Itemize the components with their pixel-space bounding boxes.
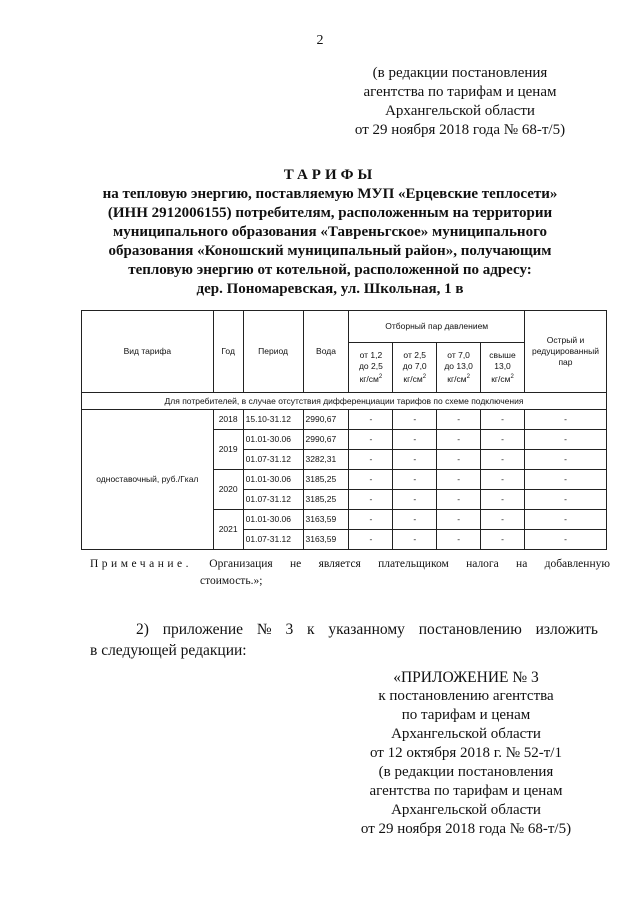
item2-word: приложение	[162, 621, 244, 638]
document-title	[80, 166, 580, 299]
header-steam-col-2: от 2,5 до 7,0 $кг/см^2$	[393, 343, 437, 393]
dash-cell: -	[393, 510, 437, 530]
water-cell: 2990,67	[303, 410, 349, 430]
dash-cell: -	[524, 410, 606, 430]
dash-cell: -	[349, 530, 393, 550]
redaction-note	[310, 64, 610, 140]
title-line: муниципального образования «Тавреньгское» муниципального	[112, 224, 548, 240]
header-period: Период	[243, 311, 303, 393]
dash-cell: -	[481, 510, 525, 530]
header-steam-col-1: от 1,2 до 2,5 $кг/см^2$	[349, 343, 393, 393]
title-line: образования «Коношский муниципальный район», получающим	[108, 243, 552, 259]
water-cell: 3163,59	[303, 510, 349, 530]
note-word: не	[290, 558, 302, 570]
appendix-heading-block	[336, 668, 596, 839]
header-sharp-steam: Острый и редуцированный пар	[524, 311, 606, 393]
dash-cell: -	[437, 530, 481, 550]
dash-cell: -	[393, 450, 437, 470]
redaction-line: Архангельской области	[385, 103, 535, 119]
item-2-paragraph	[90, 619, 598, 661]
note-label: Примечание.	[90, 558, 192, 570]
dash-cell: -	[481, 530, 525, 550]
header-water: Вода	[303, 311, 349, 393]
appendix-line: от 12 октября 2018 г. № 52-т/1	[370, 745, 562, 761]
redaction-line: агентства по тарифам и ценам	[363, 84, 557, 100]
dash-cell: -	[524, 450, 606, 470]
appendix-line: агентства по тарифам и ценам	[369, 783, 563, 799]
title-line: дер. Пономаревская, ул. Школьная, 1 в	[196, 281, 464, 297]
appendix-line: от 29 ноября 2018 года № 68-т/5)	[360, 821, 572, 837]
note-word: является	[318, 558, 361, 570]
page-number: 2	[316, 33, 324, 48]
item2-word: 3	[285, 621, 294, 638]
year-cell: 2021	[213, 510, 243, 550]
water-cell: 3282,31	[303, 450, 349, 470]
dash-cell: -	[437, 470, 481, 490]
appendix-title: «ПРИЛОЖЕНИЕ № 3	[393, 669, 539, 686]
dash-cell: -	[524, 430, 606, 450]
period-cell: 01.01-30.06	[243, 470, 303, 490]
group-label: Для потребителей, в случае отсутствия дифференциации тарифов по схеме подключения	[82, 393, 607, 410]
dash-cell: -	[393, 530, 437, 550]
item2-word: к	[307, 621, 315, 638]
redaction-line: от 29 ноября 2018 года № 68-т/5)	[354, 122, 566, 138]
appendix-line: по тарифам и ценам	[401, 707, 531, 723]
header-year: Год	[213, 311, 243, 393]
dash-cell: -	[349, 510, 393, 530]
period-cell: 01.07-31.12	[243, 450, 303, 470]
item2-line-2: в следующей редакции:	[90, 642, 247, 659]
appendix-line: Архангельской области	[391, 802, 541, 818]
water-cell: 2990,67	[303, 430, 349, 450]
note-word: на	[516, 558, 528, 570]
dash-cell: -	[481, 450, 525, 470]
title-heading: ТАРИФЫ	[283, 167, 377, 183]
table-row	[82, 410, 607, 430]
item2-word: №	[256, 621, 272, 638]
water-cell: 3163,59	[303, 530, 349, 550]
water-cell: 3185,25	[303, 470, 349, 490]
header-tariff-type: Вид тарифа	[82, 311, 214, 393]
dash-cell: -	[437, 430, 481, 450]
redaction-line: (в редакции постановления	[372, 65, 548, 81]
dash-cell: -	[524, 490, 606, 510]
note-word: Организация	[209, 558, 273, 570]
title-line: (ИНН 2912006155) потребителям, расположенным на территории	[107, 205, 553, 221]
appendix-line: к постановлению агентства	[378, 688, 554, 704]
header-steam-group: Отборный пар давлением	[349, 311, 525, 343]
tariff-table	[81, 310, 607, 550]
year-cell: 2018	[213, 410, 243, 430]
dash-cell: -	[393, 470, 437, 490]
appendix-line: (в редакции постановления	[378, 764, 554, 780]
dash-cell: -	[437, 490, 481, 510]
dash-cell: -	[349, 490, 393, 510]
note-line-2: стоимость.»;	[200, 575, 263, 587]
period-cell: 15.10-31.12	[243, 410, 303, 430]
tariff-name: одноставочный, руб./Гкал	[82, 410, 214, 550]
title-line: тепловую энергию от котельной, расположенной по адресу:	[128, 262, 532, 278]
dash-cell: -	[481, 410, 525, 430]
item2-word: 2)	[136, 621, 149, 638]
period-cell: 01.01-30.06	[243, 510, 303, 530]
dash-cell: -	[349, 470, 393, 490]
dash-cell: -	[349, 430, 393, 450]
header-steam-col-4: свыше 13,0 $кг/см^2$	[481, 343, 525, 393]
dash-cell: -	[437, 510, 481, 530]
note	[90, 556, 610, 590]
note-word: налога	[466, 558, 499, 570]
dash-cell: -	[437, 410, 481, 430]
period-cell: 01.01-30.06	[243, 430, 303, 450]
period-cell: 01.07-31.12	[243, 490, 303, 510]
dash-cell: -	[481, 470, 525, 490]
header-steam-col-3: от 7,0 до 13,0 $кг/см^2$	[437, 343, 481, 393]
dash-cell: -	[393, 410, 437, 430]
title-line: на тепловую энергию, поставляемую МУП «Ерцевские теплосети»	[102, 186, 558, 202]
dash-cell: -	[481, 430, 525, 450]
item2-word: указанному	[328, 621, 405, 638]
dash-cell: -	[524, 470, 606, 490]
note-word: добавленную	[544, 558, 610, 570]
item2-word: изложить	[535, 621, 598, 638]
dash-cell: -	[393, 490, 437, 510]
appendix-line: Архангельской области	[391, 726, 541, 742]
year-cell: 2019	[213, 430, 243, 470]
dash-cell: -	[349, 450, 393, 470]
dash-cell: -	[524, 510, 606, 530]
dash-cell: -	[437, 450, 481, 470]
dash-cell: -	[481, 490, 525, 510]
year-cell: 2020	[213, 470, 243, 510]
water-cell: 3185,25	[303, 490, 349, 510]
dash-cell: -	[349, 410, 393, 430]
period-cell: 01.07-31.12	[243, 530, 303, 550]
dash-cell: -	[524, 530, 606, 550]
note-word: плательщиком	[378, 558, 449, 570]
dash-cell: -	[393, 430, 437, 450]
item2-word: постановлению	[418, 621, 522, 638]
